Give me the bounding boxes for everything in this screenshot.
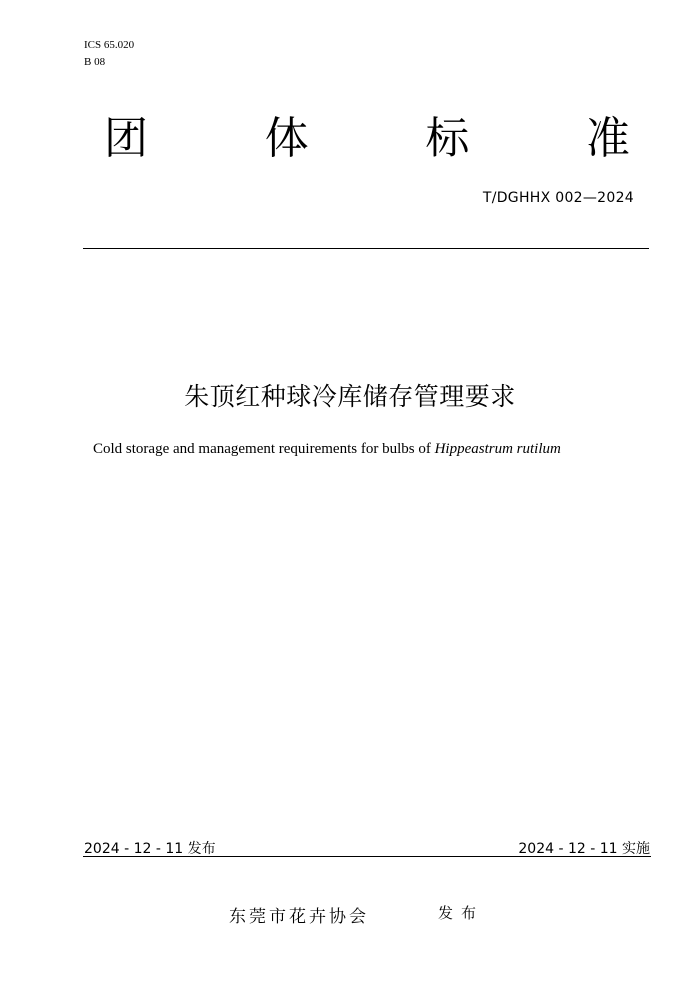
- document-type-char: 准: [585, 113, 630, 164]
- standard-number: T/DGHHX 002—2024: [482, 190, 634, 206]
- title-chinese: 朱顶红种球冷库储存管理要求: [184, 382, 516, 411]
- title-english: [93, 441, 561, 458]
- header-divider: [83, 248, 649, 249]
- implementation-date: 2024 - 12 - 11 实施: [518, 841, 650, 857]
- document-type-char: 标: [425, 113, 470, 164]
- ics-code: ICS 65.020: [84, 39, 135, 51]
- document-type-char: 团: [104, 113, 148, 164]
- footer-divider: [83, 856, 651, 857]
- ccs-code: B 08: [84, 56, 106, 68]
- issue-date: 2024 - 12 - 11 发布: [84, 841, 216, 857]
- publisher-name: 东莞市花卉协会: [229, 907, 369, 927]
- document-type-heading: [104, 112, 630, 166]
- document-type-char: 体: [264, 113, 309, 164]
- title-english-species: Hippeastrum rutilum: [434, 441, 561, 457]
- title-english-text: Cold storage and management requirements for bulbs of: [93, 441, 435, 457]
- publisher-action: 发布: [438, 904, 485, 922]
- classification-codes: [84, 37, 134, 71]
